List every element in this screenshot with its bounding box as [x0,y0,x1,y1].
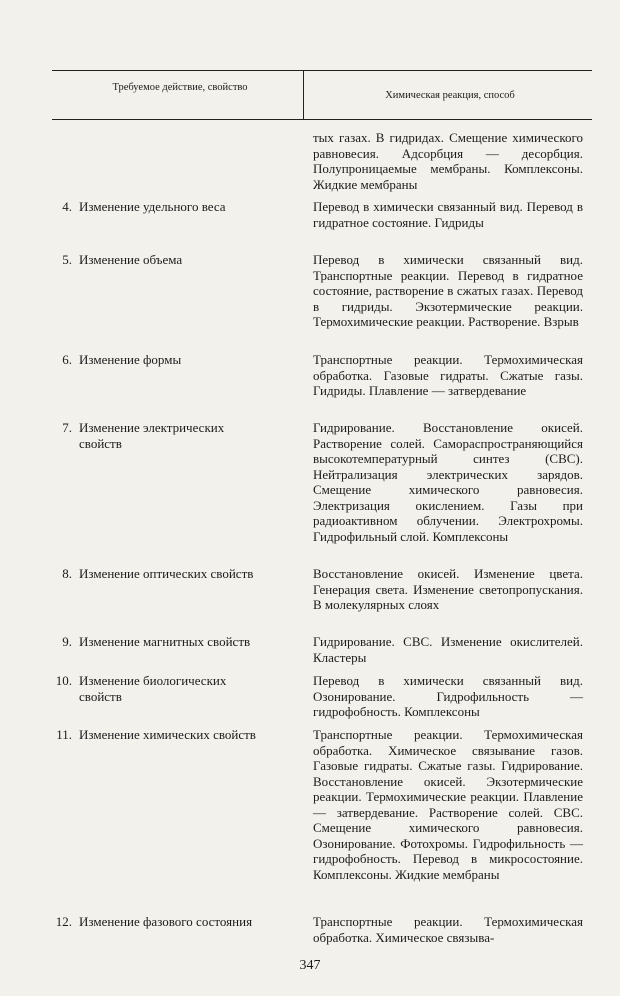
table-header-top-rule [52,70,592,71]
row-action: Изменение магнитных свойств [79,634,251,649]
continued-reaction-text: тых газах. В гидридах. Смещение химического равновесия. Адсорбция — десорбция. Полупроницаемые мембраны. Комплексоны. Жидкие мембраны [313,130,583,192]
table-header-divider [303,70,304,119]
page-number: 347 [299,958,321,973]
row-action: Изменение формы [79,352,182,367]
row-reaction: Восстановление окисей. Изменение цвета. Генерация света. Изменение светопропускания. В молекулярных слоях [313,566,583,612]
row-number: 11. [56,727,72,742]
row-reaction: Перевод в химически связанный вид. Транспортные реакции. Перевод в гидратное состояние, растворение в сжатых газах. Перевод в гидриды. Экзотермические реакции. Термохимические реакции. Растворение. Взрыв [313,252,583,329]
row-reaction: Транспортные реакции. Термохимическая обработка. Химическое связывание газов. Газовые гидраты. Сжатые газы. Гидрирование. Восстановление окисей. Экзотермические реакции. Термохимические реакции. Плавление — затвердевание. Растворение солей. СВС. Смещение химического равновесия. Озонирование. Фотохромы. Гидрофильность — гидрофобность. Перевод в микросостояние. Комплексоны. Жидкие мембраны [313,727,583,882]
row-number: 4. [62,199,72,214]
row-reaction: Перевод в химически связанный вид. Озонирование. Гидрофильность — гидрофобность. Комплексоны [313,673,583,719]
column-header-action: Требуемое действие, свойство [112,82,248,93]
row-action: Изменение фазового состояния [79,914,253,929]
row-number: 7. [62,420,72,435]
row-number: 10. [55,673,72,688]
row-reaction: Гидрирование. Восстановление окисей. Растворение солей. Самораспространяющийся высокотемпературный синтез (СВС). Нейтрализация электрических зарядов. Смещение химического равновесия. Электризация окислением. Газы при радиоактивном облучении. Электрохромы. Гидрофильный слой. Комплексоны [313,420,583,544]
row-reaction: Транспортные реакции. Термохимическая обработка. Химическое связыва- [313,914,583,945]
table-header-bottom-rule [52,119,592,120]
row-reaction: Перевод в химически связанный вид. Перевод в гидратное состояние. Гидриды [313,199,583,230]
row-action: Изменение удельного веса [79,199,226,214]
row-number: 5. [62,252,72,267]
row-action: Изменение биологических свойств [79,673,227,704]
row-action: Изменение электрических свойств [79,420,225,451]
column-header-reaction: Химическая реакция, способ [385,90,515,101]
row-number: 6. [62,352,72,367]
row-reaction: Гидрирование. СВС. Изменение окислителей. Кластеры [313,634,583,665]
row-number: 8. [62,566,72,581]
row-number: 9. [62,634,72,649]
row-action: Изменение объема [79,252,183,267]
row-number: 12. [55,914,72,929]
row-reaction: Транспортные реакции. Термохимическая обработка. Газовые гидраты. Сжатые газы. Гидриды. Плавление — затвердевание [313,352,583,398]
row-action: Изменение химических свойств [79,727,256,742]
row-action: Изменение оптических свойств [79,566,254,581]
